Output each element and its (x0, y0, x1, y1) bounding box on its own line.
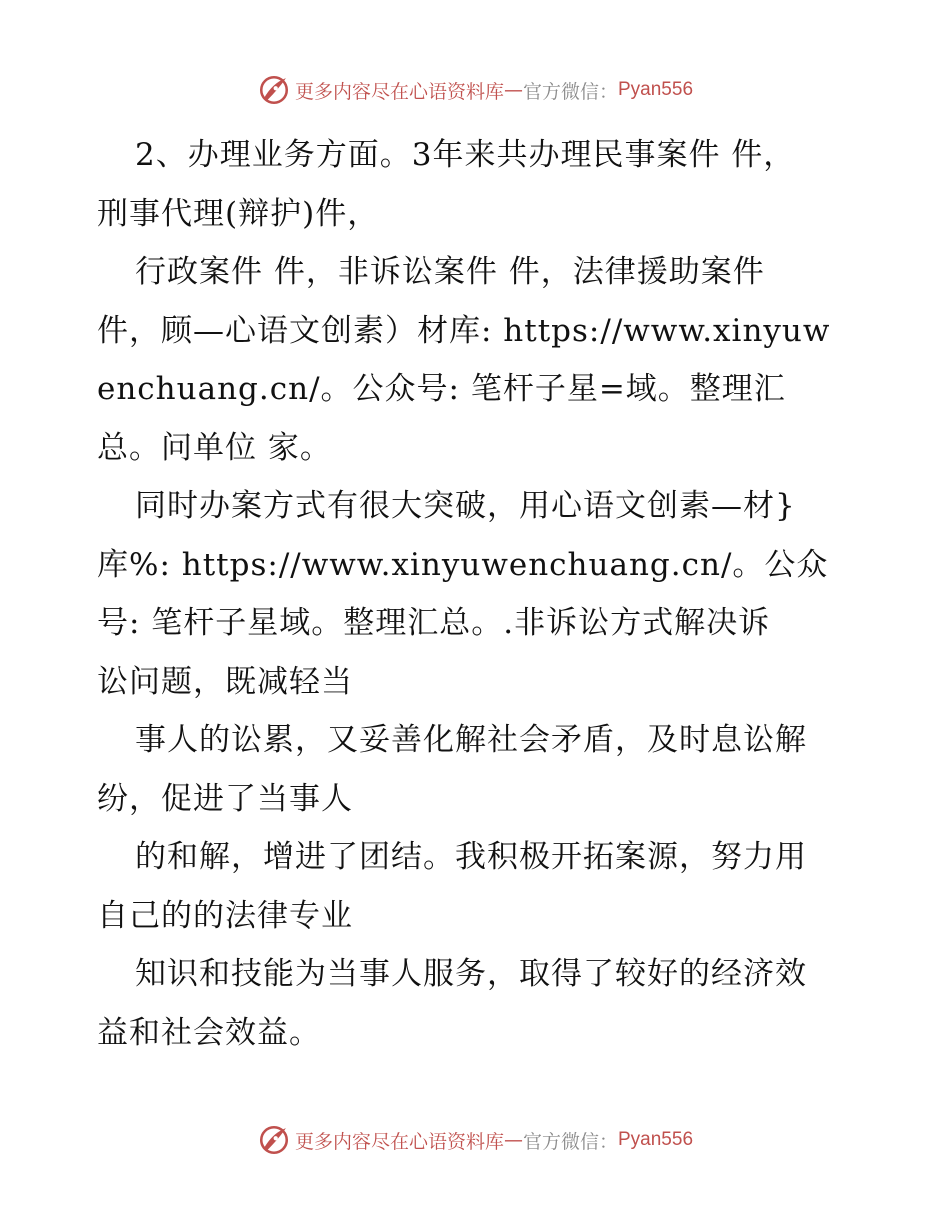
banner-dash: — (503, 79, 523, 101)
footer-banner (0, 1120, 950, 1160)
paragraph-line: 件，顾—心语文创素）材库: https://www.xinyuw (97, 312, 831, 349)
paragraph-line: enchuang.cn/。公众号: 笔杆子星=域。整理汇 (97, 371, 786, 407)
banner-text: 更多内容尽在心语资料库 (294, 1130, 504, 1153)
paragraph-line: 纷，促进了当事人 (97, 780, 353, 817)
paragraph-line: 自己的的法律专业 (97, 897, 353, 934)
paragraph-line: 的和解，增进了团结。我积极开拓案源，努力用 (135, 839, 807, 875)
paragraph-line: 益和社会效益。 (97, 1014, 321, 1051)
paragraph-line: 知识和技能为当事人服务，取得了较好的经济效 (135, 956, 807, 992)
pen-nib-logo-icon (257, 1123, 291, 1157)
paragraph-line: 库%: https://www.xinyuwenchuang.cn/。公众 (97, 546, 829, 583)
document-body (97, 126, 867, 1062)
paragraph-line: 刑事代理(辩护)件， (97, 195, 380, 232)
paragraph-line: 号: 笔杆子星域。整理汇总。.非诉讼方式解决诉 (97, 605, 771, 641)
wechat-label: 官方微信： (522, 1130, 618, 1153)
paragraph-line: 讼问题，既减轻当 (97, 663, 353, 700)
wechat-id: Pyan556 (618, 79, 694, 100)
pen-nib-logo-icon (257, 73, 291, 107)
paragraph-line: 总。问单位 家。 (97, 429, 332, 466)
paragraph-line: 同时办案方式有很大突破，用心语文创素—材} (135, 488, 796, 524)
paragraph-line: 事人的讼累，又妥善化解社会矛盾，及时息讼解 (135, 722, 807, 758)
wechat-id: Pyan556 (618, 1129, 694, 1150)
paragraph-line: 2、办理业务方面。3年来共办理民事案件 件， (135, 137, 796, 173)
banner-dash: — (503, 1129, 523, 1151)
wechat-label: 官方微信： (522, 80, 618, 103)
paragraph-line: 行政案件 件，非诉讼案件 件，法律援助案件 (135, 254, 765, 290)
header-banner (0, 70, 950, 110)
banner-text: 更多内容尽在心语资料库 (294, 80, 504, 103)
